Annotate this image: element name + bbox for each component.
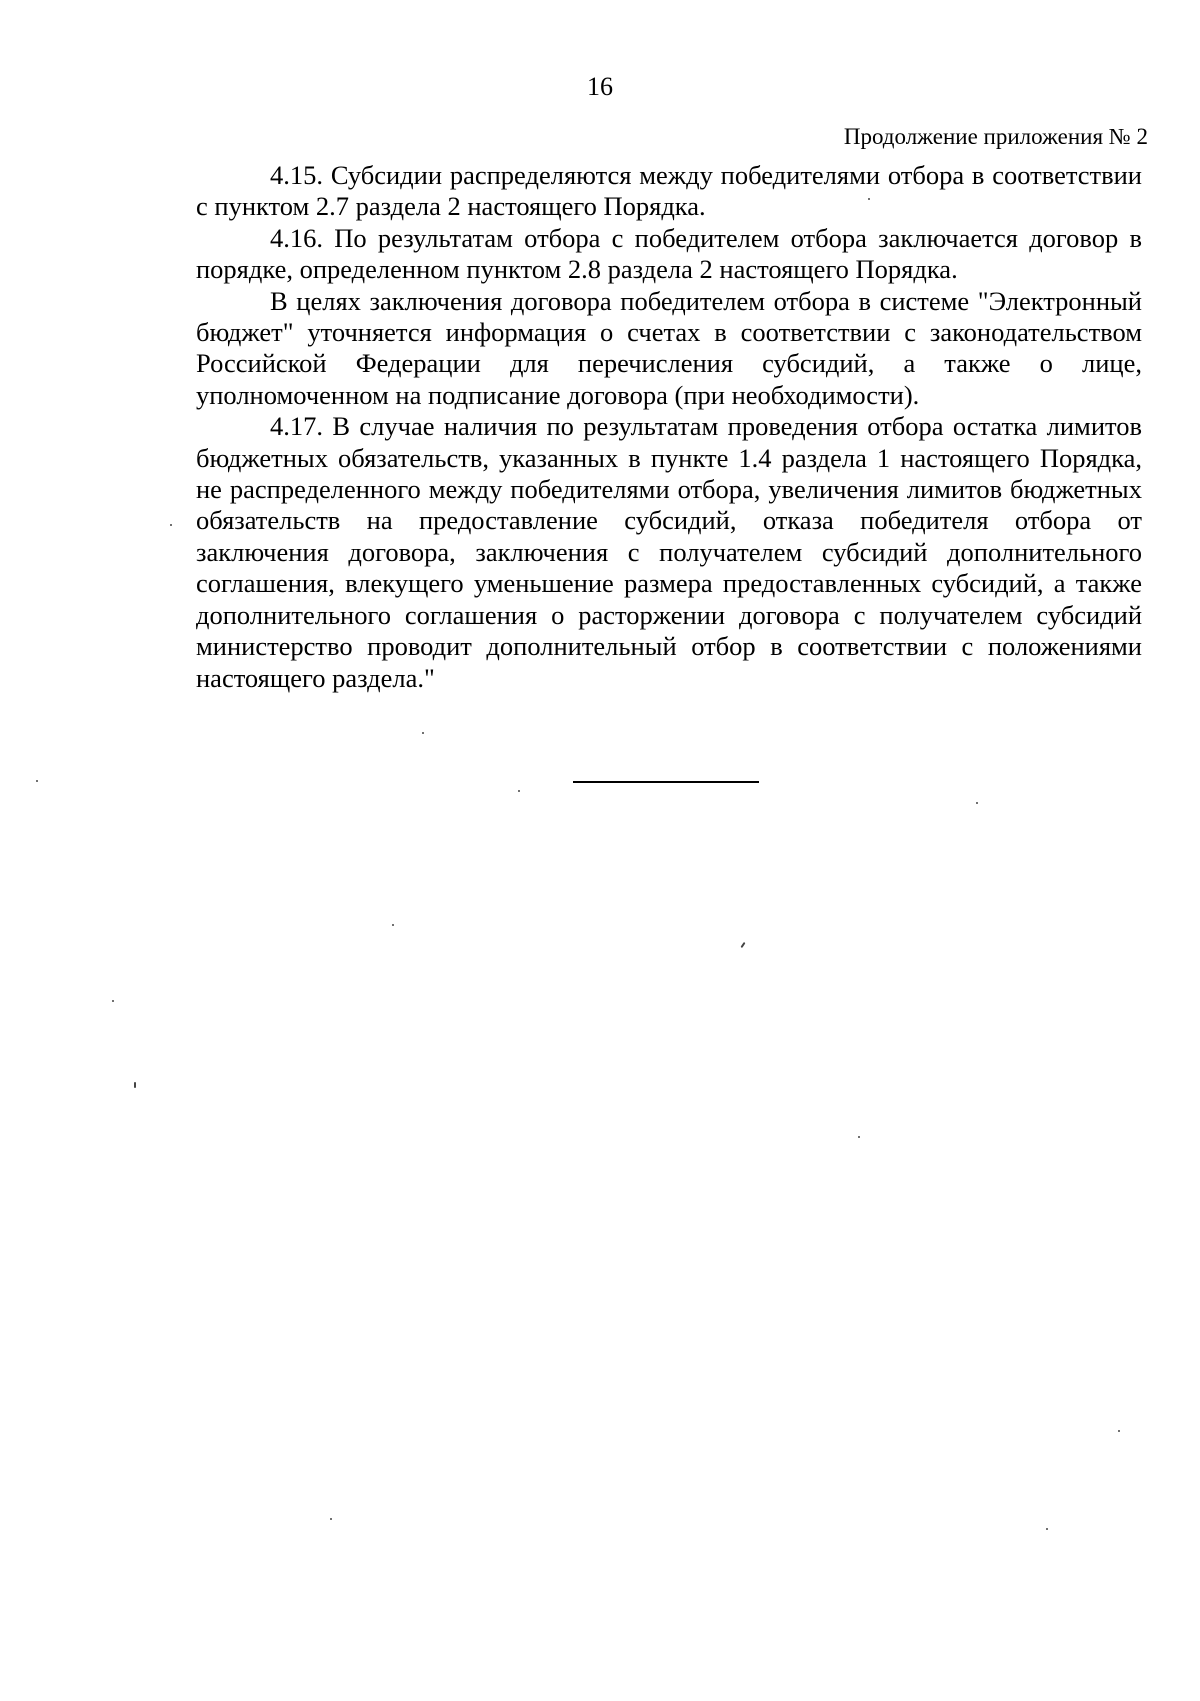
page-number: 16	[587, 72, 613, 101]
paragraph-4-15: 4.15. Субсидии распределяются между победителями отбора в соответствии с пунктом 2.7 раздела 2 настоящего Порядка.	[196, 160, 1142, 222]
scan-speck	[868, 198, 870, 200]
scan-speck	[1046, 1528, 1048, 1530]
closing-rule	[573, 781, 759, 783]
scan-speck	[330, 1518, 332, 1520]
scan-speck	[392, 924, 394, 926]
scan-speck	[134, 1082, 136, 1088]
paragraph-4-17: 4.17. В случае наличия по результатам проведения отбора остатка лимитов бюджетных обязательств, указанных в пункте 1.4 раздела 1 настоящего Порядка, не распределенного между победителями отбора, увеличения лимитов бюджетных обязательств на предоставление субсидий, отказа победителя отбора от заключения договора, заключения с получателем субсидий дополнительного соглашения, влекущего уменьшение размера предоставленных субсидий, а также дополнительного соглашения о расторжении договора с получателем субсидий министерство проводит дополнительный отбор в соответствии с положениями настоящего раздела."	[196, 411, 1142, 693]
scan-speck	[112, 1000, 114, 1002]
paragraph-electronic-budget: В целях заключения договора победителем отбора в системе "Электронный бюджет" уточняется информация о счетах в соответствии с законодательством Российской Федерации для перечисления субсидий, а также о лице, уполномоченном на подписание договора (при необходимости).	[196, 285, 1142, 410]
scan-speck	[1118, 1430, 1120, 1432]
scan-speck	[858, 1136, 860, 1138]
scan-speck	[36, 780, 38, 782]
paragraph-4-16: 4.16. По результатам отбора с победителем отбора заключается договор в порядке, определенном пунктом 2.8 раздела 2 настоящего Порядка.	[196, 222, 1142, 285]
appendix-continuation-label: Продолжение приложения № 2	[843, 124, 1148, 149]
scan-speck	[976, 802, 978, 804]
scan-speck	[740, 942, 745, 948]
scan-speck	[422, 732, 424, 734]
document-body	[196, 160, 1142, 694]
scan-speck	[170, 524, 172, 526]
scan-speck	[518, 790, 520, 792]
